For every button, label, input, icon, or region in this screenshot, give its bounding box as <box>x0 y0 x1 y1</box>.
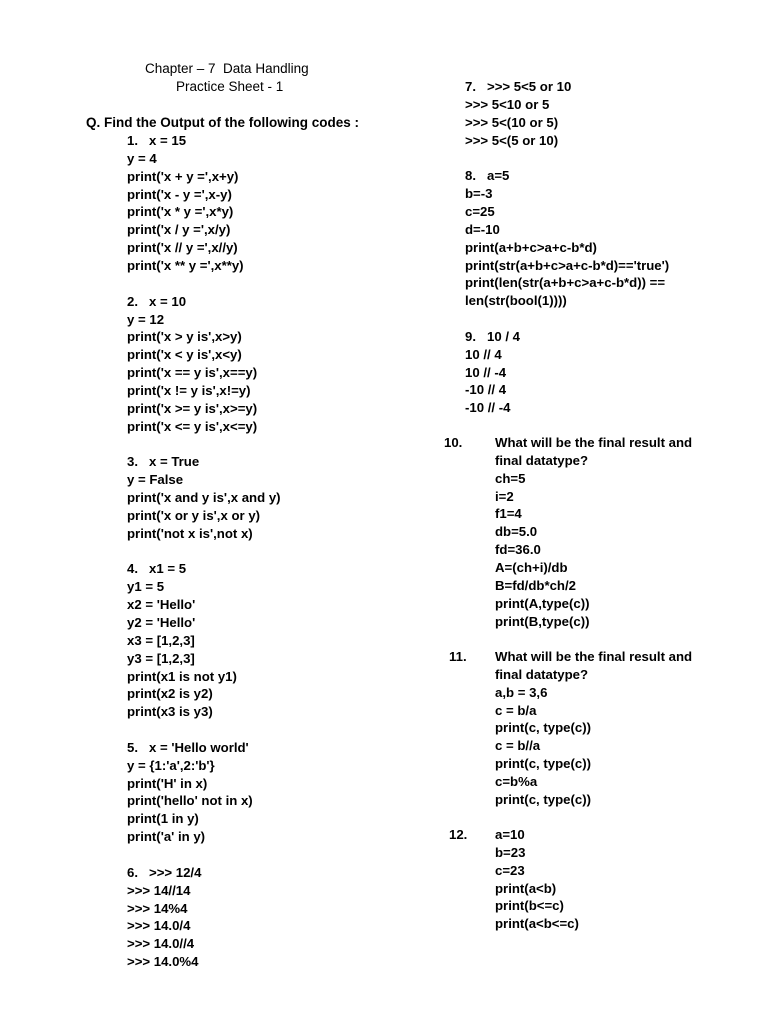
code-line: y1 = 5 <box>127 579 165 595</box>
code-line: c=25 <box>465 203 495 219</box>
code-line: 6. >>> 12/4 <box>127 864 202 880</box>
code-line: c=23 <box>495 862 525 878</box>
code-line: final datatype? <box>495 666 589 682</box>
code-line: print('x * y =',x*y) <box>127 204 234 220</box>
code-line: print('x != y is',x!=y) <box>127 382 251 398</box>
code-line: -10 // 4 <box>465 382 507 398</box>
code-line: len(str(bool(1)))) <box>465 293 567 309</box>
code-line: print(x3 is y3) <box>127 704 213 720</box>
code-line: print('x / y =',x/y) <box>127 222 231 238</box>
code-line: 9. 10 / 4 <box>465 328 520 344</box>
code-line: 4. x1 = 5 <box>127 561 187 577</box>
code-line: c = b/a <box>495 702 537 718</box>
q12-number: 12. <box>449 827 468 842</box>
code-line: print(a<b<=c) <box>495 916 579 932</box>
code-line: print('x <= y is',x<=y) <box>127 418 258 434</box>
code-line: y = 4 <box>127 150 157 166</box>
code-line: i=2 <box>495 488 514 504</box>
code-line: y2 = 'Hello' <box>127 614 196 630</box>
code-line: >>> 14//14 <box>127 882 191 898</box>
code-line: d=-10 <box>465 221 500 237</box>
code-line: print('x == y is',x==y) <box>127 365 258 381</box>
code-line: print(x1 is not y1) <box>127 668 237 684</box>
code-line: A=(ch+i)/db <box>495 559 568 575</box>
code-line: c = b//a <box>495 738 541 754</box>
code-line: print(len(str(a+b+c>a+c-b*d)) == <box>465 275 666 291</box>
code-line: print('not x is',not x) <box>127 525 253 541</box>
code-line: print('x ** y =',x**y) <box>127 257 244 273</box>
code-line: fd=36.0 <box>495 542 541 558</box>
code-line: print('x or y is',x or y) <box>127 507 261 523</box>
q10-number: 10. <box>444 435 463 450</box>
sheet-title: Practice Sheet - 1 <box>176 79 284 94</box>
code-line: >>> 5<10 or 5 <box>465 96 550 112</box>
code-line: print('x >= y is',x>=y) <box>127 400 258 416</box>
code-line: print('x - y =',x-y) <box>127 186 232 202</box>
code-line: 2. x = 10 <box>127 293 187 309</box>
code-line: >>> 5<(10 or 5) <box>465 114 559 130</box>
code-line: print(c, type(c)) <box>495 791 591 807</box>
code-line: print('hello' not in x) <box>127 793 253 809</box>
code-line: print(b<=c) <box>495 898 564 914</box>
code-line: print(c, type(c)) <box>495 720 591 736</box>
code-line: print('H' in x) <box>127 775 208 791</box>
code-line: print('x and y is',x and y) <box>127 490 281 505</box>
code-line: db=5.0 <box>495 524 538 540</box>
code-line: 1. x = 15 <box>127 133 187 148</box>
code-line: What will be the final result and <box>495 649 693 664</box>
code-line: x3 = [1,2,3] <box>127 632 195 648</box>
code-line: print('x > y is',x>y) <box>127 329 242 345</box>
code-line: print(B,type(c)) <box>495 613 590 629</box>
code-line: print(A,type(c)) <box>495 595 590 611</box>
code-line: 8. a=5 <box>465 168 510 184</box>
code-line: >>> 14.0%4 <box>127 954 199 970</box>
code-line: print('x + y =',x+y) <box>127 168 239 184</box>
code-line: a=10 <box>495 827 525 842</box>
chapter-title: Chapter – 7 Data Handling <box>145 61 309 76</box>
code-line: 5. x = 'Hello world' <box>127 739 249 755</box>
code-line: 10 // -4 <box>465 364 507 380</box>
code-line: y = 12 <box>127 311 165 327</box>
code-line: >>> 5<(5 or 10) <box>465 132 559 148</box>
code-line: b=23 <box>495 844 526 860</box>
code-line: print('a' in y) <box>127 829 206 845</box>
code-line: >>> 14.0/4 <box>127 918 191 934</box>
code-line: B=fd/db*ch/2 <box>495 577 576 593</box>
code-line: >>> 14%4 <box>127 900 188 916</box>
code-line: print(a+b+c>a+c-b*d) <box>465 239 597 255</box>
code-line: y3 = [1,2,3] <box>127 650 195 666</box>
code-line: 7. >>> 5<5 or 10 <box>465 79 572 94</box>
code-line: 3. x = True <box>127 454 200 470</box>
code-line: print(a<b) <box>495 880 557 896</box>
code-line: x2 = 'Hello' <box>127 597 196 613</box>
code-line: y = {1:'a',2:'b'} <box>127 757 215 773</box>
code-line: a,b = 3,6 <box>495 684 548 700</box>
code-line: y = False <box>127 472 184 488</box>
code-line: -10 // -4 <box>465 400 511 416</box>
code-line: print(x2 is y2) <box>127 686 213 702</box>
code-line: print(1 in y) <box>127 811 199 827</box>
code-line: >>> 14.0//4 <box>127 936 195 952</box>
code-line: b=-3 <box>465 186 493 202</box>
code-line: f1=4 <box>495 506 522 522</box>
question-heading: Q. Find the Output of the following codes : <box>86 115 359 130</box>
code-line: What will be the final result and <box>495 435 693 450</box>
code-line: print(str(a+b+c>a+c-b*d)=='true') <box>465 257 670 273</box>
code-line: final datatype? <box>495 452 589 468</box>
code-line: print('x < y is',x<y) <box>127 347 242 363</box>
q11-number: 11. <box>449 649 467 664</box>
code-line: c=b%a <box>495 773 538 789</box>
code-line: print('x // y =',x//y) <box>127 240 238 256</box>
code-line: ch=5 <box>495 470 526 486</box>
code-line: 10 // 4 <box>465 346 502 362</box>
code-line: print(c, type(c)) <box>495 756 591 772</box>
